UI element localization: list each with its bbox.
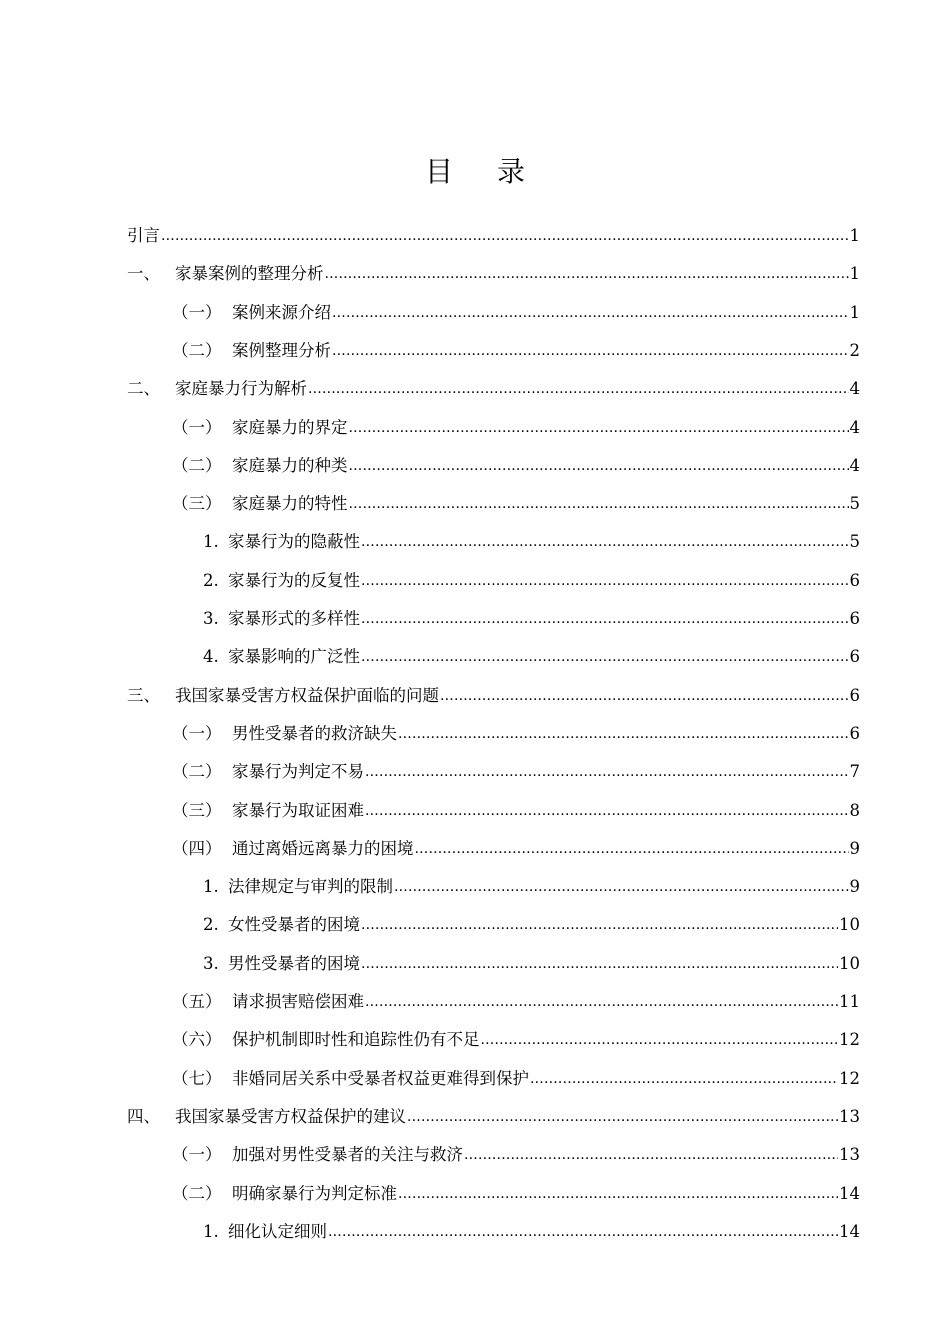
toc-entry-page: 10	[839, 953, 860, 973]
toc-entry-page: 10	[839, 915, 860, 935]
toc-leader-dots	[530, 1068, 838, 1090]
toc-leader-dots	[349, 417, 849, 439]
toc-entry-page: 8	[849, 800, 860, 820]
toc-entry-number: 1.	[203, 532, 219, 552]
toc-entry-page: 14	[839, 1221, 860, 1241]
toc-entry-label: 通过离婚远离暴力的困境	[232, 838, 414, 858]
toc-entry-label: 明确家暴行为判定标准	[232, 1183, 397, 1203]
toc-leader-dots	[407, 1106, 838, 1128]
toc-leader-dots	[361, 914, 838, 936]
toc-entry-label: 男性受暴者的困境	[228, 953, 360, 973]
toc-entry-number: 4.	[203, 647, 219, 667]
toc-entry[interactable]	[172, 334, 860, 368]
toc-leader-dots	[481, 1029, 839, 1051]
toc-leader-dots	[464, 1144, 838, 1166]
toc-entry-page: 5	[849, 532, 860, 552]
toc-entry-page: 9	[849, 838, 860, 858]
toc-entry-label: 家庭暴力的界定	[232, 417, 348, 437]
toc-entry-label: 请求损害赔偿困难	[232, 992, 364, 1011]
toc-entry-page: 13	[839, 1106, 860, 1126]
toc-entry[interactable]	[127, 679, 860, 713]
toc-leader-dots	[365, 761, 849, 783]
toc-entry-page: 6	[849, 685, 860, 705]
toc-entry[interactable]	[172, 1177, 860, 1211]
toc-entry-label: 引言	[127, 226, 160, 245]
toc-leader-dots	[308, 378, 849, 400]
toc-entry-page: 1	[849, 264, 860, 284]
toc-entry-number: （七）	[172, 1068, 222, 1088]
toc-leader-dots	[361, 570, 849, 592]
toc-entry-number: （五）	[172, 992, 222, 1011]
toc-entry-page: 13	[839, 1145, 860, 1165]
toc-entry-number: （二）	[172, 1183, 222, 1203]
toc-entry[interactable]	[203, 947, 860, 981]
toc-entry-page: 12	[839, 1030, 860, 1050]
toc-entry-number: 四、	[127, 1106, 160, 1126]
toc-entry-page: 11	[839, 992, 860, 1011]
toc-entry-number: 1.	[203, 877, 219, 897]
toc-leader-dots	[361, 608, 849, 630]
toc-leader-dots	[398, 723, 849, 745]
toc-leader-dots	[361, 953, 838, 975]
toc-entry-page: 6	[849, 609, 860, 628]
toc-leader-dots	[332, 302, 849, 324]
toc-title-char-1: 目	[424, 155, 453, 188]
toc-entry[interactable]	[172, 717, 860, 751]
toc-entry-page: 4	[849, 417, 860, 437]
toc-entry-number: （三）	[172, 494, 222, 514]
toc-entry-number: （一）	[172, 417, 222, 437]
toc-leader-dots	[440, 685, 849, 707]
toc-entry-page: 7	[849, 762, 860, 782]
toc-entry[interactable]	[172, 296, 860, 330]
toc-entry-number: 二、	[127, 379, 160, 399]
toc-entry[interactable]	[172, 985, 860, 1019]
toc-entry-number: （六）	[172, 1030, 222, 1050]
toc-leader-dots	[332, 340, 849, 362]
toc-entry-label: 家暴行为的隐蔽性	[228, 532, 360, 552]
toc-entry[interactable]	[172, 1023, 860, 1057]
toc-entry-label: 我国家暴受害方权益保护面临的问题	[175, 685, 439, 705]
toc-entry-number: （二）	[172, 762, 222, 782]
toc-entry[interactable]	[172, 755, 860, 789]
toc-entry[interactable]	[172, 794, 860, 828]
toc-entry-label: 女性受暴者的困境	[228, 915, 360, 935]
toc-entry-label: 细化认定细则	[228, 1221, 327, 1241]
toc-entry-label: 家庭暴力的特性	[232, 494, 348, 514]
toc-entry-label: 案例来源介绍	[232, 302, 331, 322]
toc-entry-number: （一）	[172, 723, 222, 743]
toc-entry[interactable]	[203, 564, 860, 598]
toc-entry[interactable]	[127, 372, 860, 406]
toc-entry[interactable]	[203, 602, 860, 636]
toc-entry-page: 4	[849, 379, 860, 399]
toc-leader-dots	[325, 263, 849, 285]
toc-entry[interactable]	[172, 449, 860, 483]
toc-entry-number: 三、	[127, 685, 160, 705]
toc-entry-label: 家暴影响的广泛性	[228, 647, 360, 667]
toc-title-char-2: 录	[497, 155, 526, 188]
toc-title	[0, 150, 950, 190]
toc-leader-dots	[365, 800, 849, 822]
toc-entry-page: 1	[849, 226, 860, 245]
toc-entry-number: 2.	[203, 915, 219, 935]
toc-entry-page: 6	[849, 647, 860, 667]
toc-entry-label: 案例整理分析	[232, 340, 331, 360]
toc-entry-page: 1	[849, 302, 860, 322]
toc-entry-label: 家暴案例的整理分析	[175, 264, 324, 284]
toc-entry[interactable]	[172, 411, 860, 445]
toc-entry-label: 家庭暴力的种类	[232, 455, 348, 475]
toc-leader-dots	[328, 1221, 838, 1243]
toc-entry-label: 家暴行为判定不易	[232, 762, 364, 782]
toc-entry[interactable]	[172, 487, 860, 521]
toc-entry-number: 1.	[203, 1221, 219, 1241]
toc-entry[interactable]	[172, 1062, 860, 1096]
toc-entry[interactable]	[127, 219, 860, 253]
toc-entry[interactable]	[203, 640, 860, 674]
toc-entry-page: 5	[849, 494, 860, 514]
toc-entry-number: （一）	[172, 302, 222, 322]
toc-entry[interactable]	[172, 832, 860, 866]
toc-entry-label: 家暴行为取证困难	[232, 800, 364, 820]
toc-entry[interactable]	[203, 870, 860, 904]
toc-entry-label: 保护机制即时性和追踪性仍有不足	[232, 1030, 480, 1050]
toc-entry-number: （四）	[172, 838, 222, 858]
toc-entry-number: 3.	[203, 953, 219, 973]
toc-leader-dots	[365, 991, 838, 1013]
toc-entry-label: 我国家暴受害方权益保护的建议	[175, 1106, 406, 1126]
toc-entry-label: 家暴行为的反复性	[228, 570, 360, 590]
toc-entry-number: 3.	[203, 609, 219, 628]
toc-entry-number: 一、	[127, 264, 160, 284]
toc-entry-page: 14	[839, 1183, 860, 1203]
toc-entry-number: （二）	[172, 340, 222, 360]
toc-entry[interactable]	[203, 1215, 860, 1249]
toc-leader-dots	[349, 493, 849, 515]
toc-entry-number: （一）	[172, 1145, 222, 1165]
toc-entry[interactable]	[203, 908, 860, 942]
toc-entry[interactable]	[127, 257, 860, 291]
toc-leader-dots	[361, 531, 849, 553]
toc-entry-page: 6	[849, 570, 860, 590]
toc-entry-number: （三）	[172, 800, 222, 820]
toc-entry-label: 加强对男性受暴者的关注与救济	[232, 1145, 463, 1165]
toc-entry-label: 非婚同居关系中受暴者权益更难得到保护	[232, 1068, 529, 1088]
toc-entry-label: 男性受暴者的救济缺失	[232, 723, 397, 743]
toc-entry-label: 家庭暴力行为解析	[175, 379, 307, 399]
toc-leader-dots	[398, 1183, 838, 1205]
toc-entry-page: 12	[839, 1068, 860, 1088]
toc-leader-dots	[349, 455, 849, 477]
toc-entry-label: 法律规定与审判的限制	[228, 877, 393, 897]
toc-entry-page: 9	[849, 877, 860, 897]
toc-entry-page: 4	[849, 455, 860, 475]
toc-entry[interactable]	[172, 1138, 860, 1172]
toc-entry-label: 家暴形式的多样性	[228, 609, 360, 628]
toc-leader-dots	[161, 225, 849, 247]
toc-entry[interactable]	[127, 1100, 860, 1134]
toc-entry-page: 6	[849, 723, 860, 743]
toc-leader-dots	[361, 646, 849, 668]
toc-entry-page: 2	[849, 340, 860, 360]
toc-leader-dots	[415, 838, 849, 860]
toc-entry[interactable]	[203, 525, 860, 559]
toc-leader-dots	[394, 876, 849, 898]
toc-entry-number: （二）	[172, 455, 222, 475]
toc-entry-number: 2.	[203, 570, 219, 590]
